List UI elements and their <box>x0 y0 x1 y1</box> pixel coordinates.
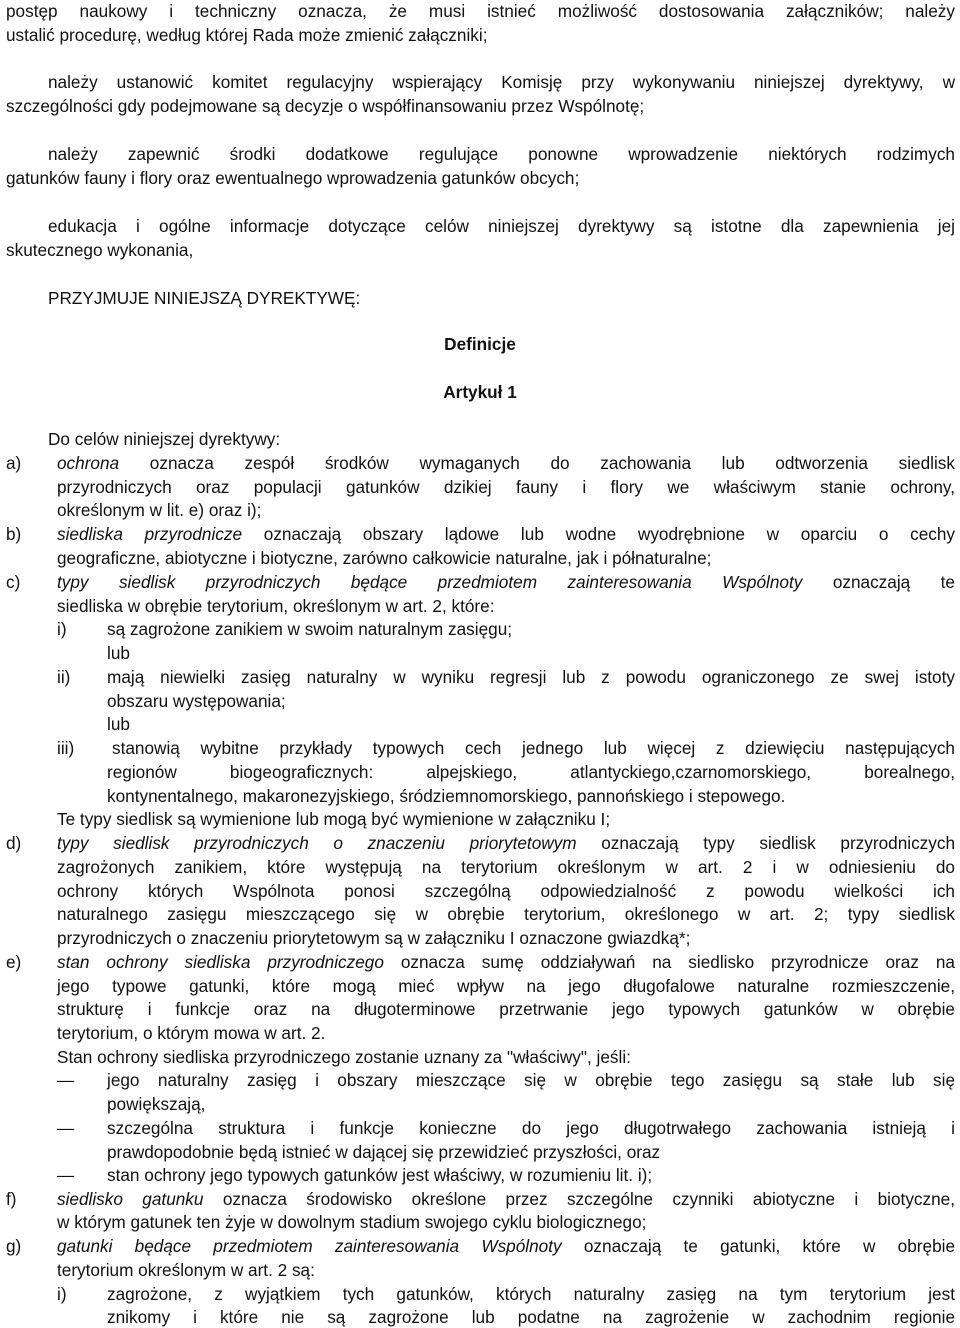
term-stan-ochrony-siedliska: stan ochrony siedliska przyrodniczego <box>57 952 384 972</box>
intro-p3-line2: gatunków fauny i flory oraz ewentualnego wprowadzenia gatunków obcych; <box>6 168 580 188</box>
intro-p1-line2: ustalić procedurę, według której Rada może zmienić załączniki; <box>6 25 488 45</box>
definition-a-line1: ochrona oznacza zespół środków wymaganych do zachowania lub odtworzenia siedlisk <box>57 453 955 473</box>
definition-e-dash2-line2: prawdopodobnie będą istnieć w dającej się przewidzieć przyszłości, oraz <box>107 1142 661 1162</box>
definition-d-line5: przyrodniczych o znaczeniu priorytetowym są w załączniku I oznaczone gwiazdką*; <box>57 928 691 948</box>
intro-p3-line1: należy zapewnić środki dodatkowe regulujące ponowne wprowadzenie niektórych rodzimych <box>48 144 955 164</box>
definition-g-i-line2: znikomy i które nie są zagrożone lub podatne na zagrożenie w zachodnim regionie <box>107 1307 955 1327</box>
intro-p2-line2: szczególności gdy podejmowane są decyzje o współfinansowaniu przez Wspólnotę; <box>6 96 645 116</box>
definition-e-line2: jego typowe gatunki, które mogą mieć wpływ na jego długofalowe naturalne rozmieszczenie, <box>57 976 955 996</box>
definition-e-line1: stan ochrony siedliska przyrodniczego oznacza sumę oddziaływań na siedlisko przyrodnicze oraz na <box>57 952 955 972</box>
dash-marker-1: — <box>57 1070 75 1090</box>
term-ochrona: ochrona <box>57 453 120 473</box>
definition-e-line3: strukturę i funkcje oraz na długoterminowe przetrwanie jego typowych gatunków w obrębie <box>57 999 955 1019</box>
dash-marker-3: — <box>57 1165 75 1185</box>
definition-c-iii-line1: stanowią wybitne przykłady typowych cech jednego lub więcej z dziewięciu następujących <box>112 738 955 758</box>
definition-f-line2: w którym gatunek ten żyje w dowolnym stadium swojego cyklu biologicznego; <box>57 1212 647 1232</box>
term-siedliska-przyrodnicze: siedliska przyrodnicze <box>57 524 243 544</box>
article-heading: Artykuł 1 <box>443 382 517 402</box>
definition-e-line5: Stan ochrony siedliska przyrodniczego zostanie uznany za "właściwy", jeśli: <box>57 1047 631 1067</box>
intro-p4-line2: skutecznego wykonania, <box>6 240 194 260</box>
item-marker-g: g) <box>6 1236 22 1256</box>
term-typy-siedlisk-wspolnoty: typy siedlisk przyrodniczych będące przedmiotem zainteresowania Wspólnoty <box>57 572 803 592</box>
subitem-marker-c-ii: ii) <box>57 667 71 687</box>
definition-e-dash2-line1: szczególna struktura i funkcje konieczne do jego długotrwałego zachowania istnieją i <box>107 1118 955 1138</box>
connector-lub-1: lub <box>107 643 130 663</box>
definition-c-iii-line2: regionów biogeograficznych: alpejskiego, atlantyckiego,czarnomorskiego, borealnego, <box>107 762 955 782</box>
item-marker-a: a) <box>6 453 22 473</box>
item-marker-c: c) <box>6 572 21 592</box>
definition-g-line1: gatunki będące przedmiotem zainteresowania Wspólnoty oznaczają te gatunki, które w obrębie <box>57 1236 956 1256</box>
definition-c-line1: typy siedlisk przyrodniczych będące przedmiotem zainteresowania Wspólnoty oznaczają te <box>57 572 955 592</box>
definition-c-ii-line2: obszaru występowania; <box>107 691 286 711</box>
section-heading: Definicje <box>444 334 516 354</box>
subitem-marker-g-i: i) <box>57 1284 67 1304</box>
definition-c-i: są zagrożone zanikiem w swoim naturalnym zasięgu; <box>107 619 513 639</box>
item-marker-e: e) <box>6 952 22 972</box>
definition-e-dash1-line2: powiększają, <box>107 1094 206 1114</box>
definition-e-dash1-line1: jego naturalny zasięg i obszary mieszczące się w obrębie tego zasięgu są stałe lub się <box>107 1070 955 1090</box>
definition-b-line1: siedliska przyrodnicze oznaczają obszary lądowe lub wodne wyodrębnione w oparciu o cechy <box>57 524 956 544</box>
definition-a-line2: przyrodniczych oraz populacji gatunków dzikiej fauny i flory we właściwym stanie ochrony, <box>57 477 955 497</box>
definition-d-line1: typy siedlisk przyrodniczych o znaczeniu priorytetowym oznaczają typy siedlisk przyrodniczych <box>57 833 956 853</box>
intro-p4-line1: edukacja i ogólne informacje dotyczące celów niniejszej dyrektywy są istotne dla zapewnienia jej <box>48 216 955 236</box>
definition-g-line2: terytorium określonym w art. 2 są: <box>57 1260 315 1280</box>
intro-p2-line1: należy ustanowić komitet regulacyjny wspierający Komisję przy wykonywaniu niniejszej dyrektywy, w <box>48 72 955 92</box>
definition-c-line2: siedliska w obrębie terytorium, określonym w art. 2, które: <box>57 596 495 616</box>
subitem-marker-c-iii: iii) <box>57 738 75 758</box>
dash-marker-2: — <box>57 1118 75 1138</box>
term-typy-priorytetowe: typy siedlisk przyrodniczych o znaczeniu priorytetowym <box>57 833 577 853</box>
definition-c-tail: Te typy siedlisk są wymienione lub mogą być wymienione w załączniku I; <box>57 809 611 829</box>
item-marker-f: f) <box>6 1189 17 1209</box>
definition-d-line2: zagrożonych zanikiem, które występują na terytorium określonym w art. 2 i w odniesieniu do <box>57 857 955 877</box>
subitem-marker-c-i: i) <box>57 619 67 639</box>
definition-a-line3: określonym w lit. e) oraz i); <box>57 500 262 520</box>
adopts-statement: PRZYJMUJE NINIEJSZĄ DYREKTYWĘ: <box>48 288 361 308</box>
item-marker-d: d) <box>6 833 22 853</box>
connector-lub-2: lub <box>107 714 130 734</box>
definition-g-i-line1: zagrożone, z wyjątkiem tych gatunków, których naturalny zasięg na tym terytorium jest <box>107 1284 955 1304</box>
definitions-lead: Do celów niniejszej dyrektywy: <box>48 429 281 449</box>
intro-p1-line1: postęp naukowy i techniczny oznacza, że musi istnieć możliwość dostosowania załączników; należy <box>6 1 955 21</box>
definition-e-dash3: stan ochrony jego typowych gatunków jest właściwy, w rozumieniu lit. i); <box>107 1165 653 1185</box>
definition-d-line4: naturalnego zasięgu mieszczącego się w obrębie terytorium, określonego w art. 2; typy siedlisk <box>57 904 955 924</box>
definition-c-iii-line3: kontynentalnego, makaronezyjskiego, śródziemnomorskiego, pannońskiego i stepowego. <box>107 786 786 806</box>
term-gatunki-wspolnoty: gatunki będące przedmiotem zainteresowania Wspólnoty <box>57 1236 562 1256</box>
definition-c-ii-line1: mają niewielki zasięg naturalny w wyniku regresji lub z powodu ograniczonego ze swej istoty <box>107 667 955 687</box>
item-marker-b: b) <box>6 524 22 544</box>
definition-e-line4: terytorium, o którym mowa w art. 2. <box>57 1023 326 1043</box>
definition-d-line3: ochrony których Wspólnota ponosi szczególną odpowiedzialność z powodu wielkości ich <box>57 881 955 901</box>
definition-f-line1: siedlisko gatunku oznacza środowisko określone przez szczególne czynniki abiotyczne i biotyczne, <box>57 1189 955 1209</box>
definition-b-line2: geograficzne, abiotyczne i biotyczne, zarówno całkowicie naturalne, jak i półnaturalne; <box>57 548 712 568</box>
term-siedlisko-gatunku: siedlisko gatunku <box>57 1189 204 1209</box>
